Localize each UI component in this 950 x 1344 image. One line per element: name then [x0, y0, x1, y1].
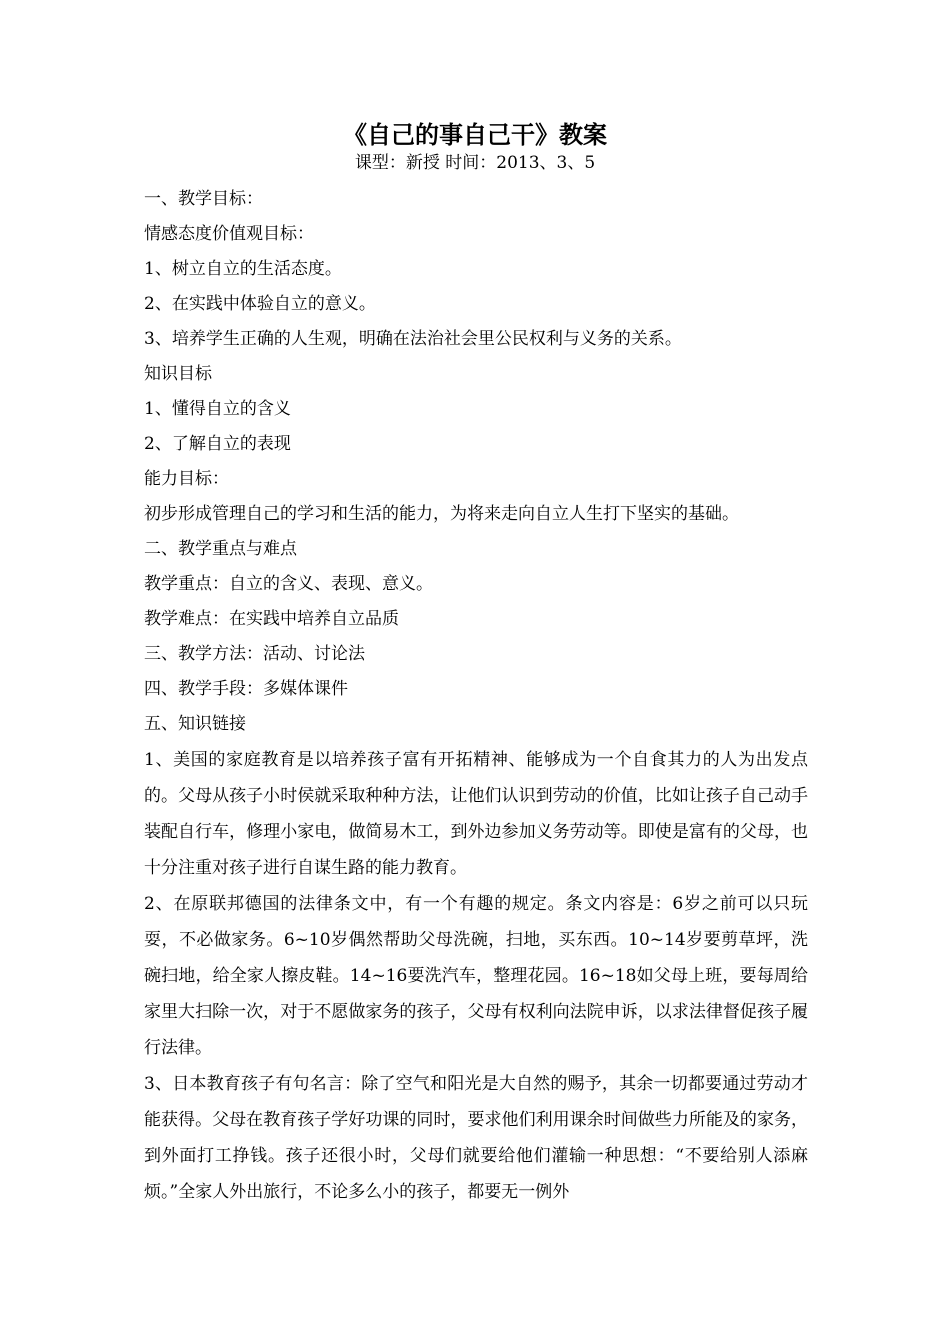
list-item: 2、了解自立的表现	[144, 434, 291, 454]
subheading-knowledge-goals: 知识目标	[144, 364, 212, 384]
section-heading-knowledge-links: 五、知识链接	[144, 714, 246, 734]
paragraph-us-education: 1、美国的家庭教育是以培养孩子富有开拓精神、能够成为一个自食其力的人为出发点的。父母从孩子小时侯就采取种种方法，让他们认识到劳动的价值，比如让孩子自己动手装配自行车，修理小家电，做简易木工，到外边参加义务劳动等。即使是富有的父母，也十分注重对孩子进行自谋生路的能力教育。	[144, 750, 808, 878]
section-heading-key-points: 二、教学重点与难点	[144, 539, 297, 559]
text-line: 教学重点：自立的含义、表现、意义。	[144, 574, 433, 594]
text-line: 教学难点：在实践中培养自立品质	[144, 609, 399, 629]
text-line: 初步形成管理自己的学习和生活的能力，为将来走向自立人生打下坚实的基础。	[144, 504, 739, 524]
section-heading-means: 四、教学手段：多媒体课件	[144, 679, 348, 699]
paragraph-germany-law: 2、在原联邦德国的法律条文中，有一个有趣的规定。条文内容是：6岁之前可以只玩耍，不必做家务。6~10岁偶然帮助父母洗碗，扫地，买东西。10~14岁要剪草坪，洗碗扫地，给全家人擦皮鞋。14~16要洗汽车，整理花园。16~18如父母上班，要每周给家里大扫除一次，对于不愿做家务的孩子，父母有权利向法院申诉，以求法律督促孩子履行法律。	[144, 894, 808, 1058]
list-item: 1、懂得自立的含义	[144, 399, 291, 419]
lesson-meta: 课型：新授 时间：2013、3、5	[354, 153, 596, 173]
section-heading-methods: 三、教学方法：活动、讨论法	[144, 644, 365, 664]
subheading-attitude-goals: 情感态度价值观目标：	[144, 224, 314, 244]
subheading-ability-goals: 能力目标：	[144, 469, 229, 489]
section-heading-objectives: 一、教学目标：	[144, 189, 263, 209]
list-item: 1、树立自立的生活态度。	[144, 259, 342, 279]
document-title: 《自己的事自己干》教案	[343, 121, 607, 149]
paragraph-japan-education: 3、日本教育孩子有句名言：除了空气和阳光是大自然的赐予，其余一切都要通过劳动才能获得。父母在教育孩子学好功课的同时，要求他们利用课余时间做些力所能及的家务，到外面打工挣钱。孩子还很小时，父母们就要给他们灌输一种思想：“不要给别人添麻烦。”全家人外出旅行，不论多么小的孩子，都要无一例外	[144, 1074, 808, 1202]
list-item: 3、培养学生正确的人生观，明确在法治社会里公民权利与义务的关系。	[144, 329, 682, 349]
document-body	[144, 182, 808, 1210]
list-item: 2、在实践中体验自立的意义。	[144, 294, 376, 314]
